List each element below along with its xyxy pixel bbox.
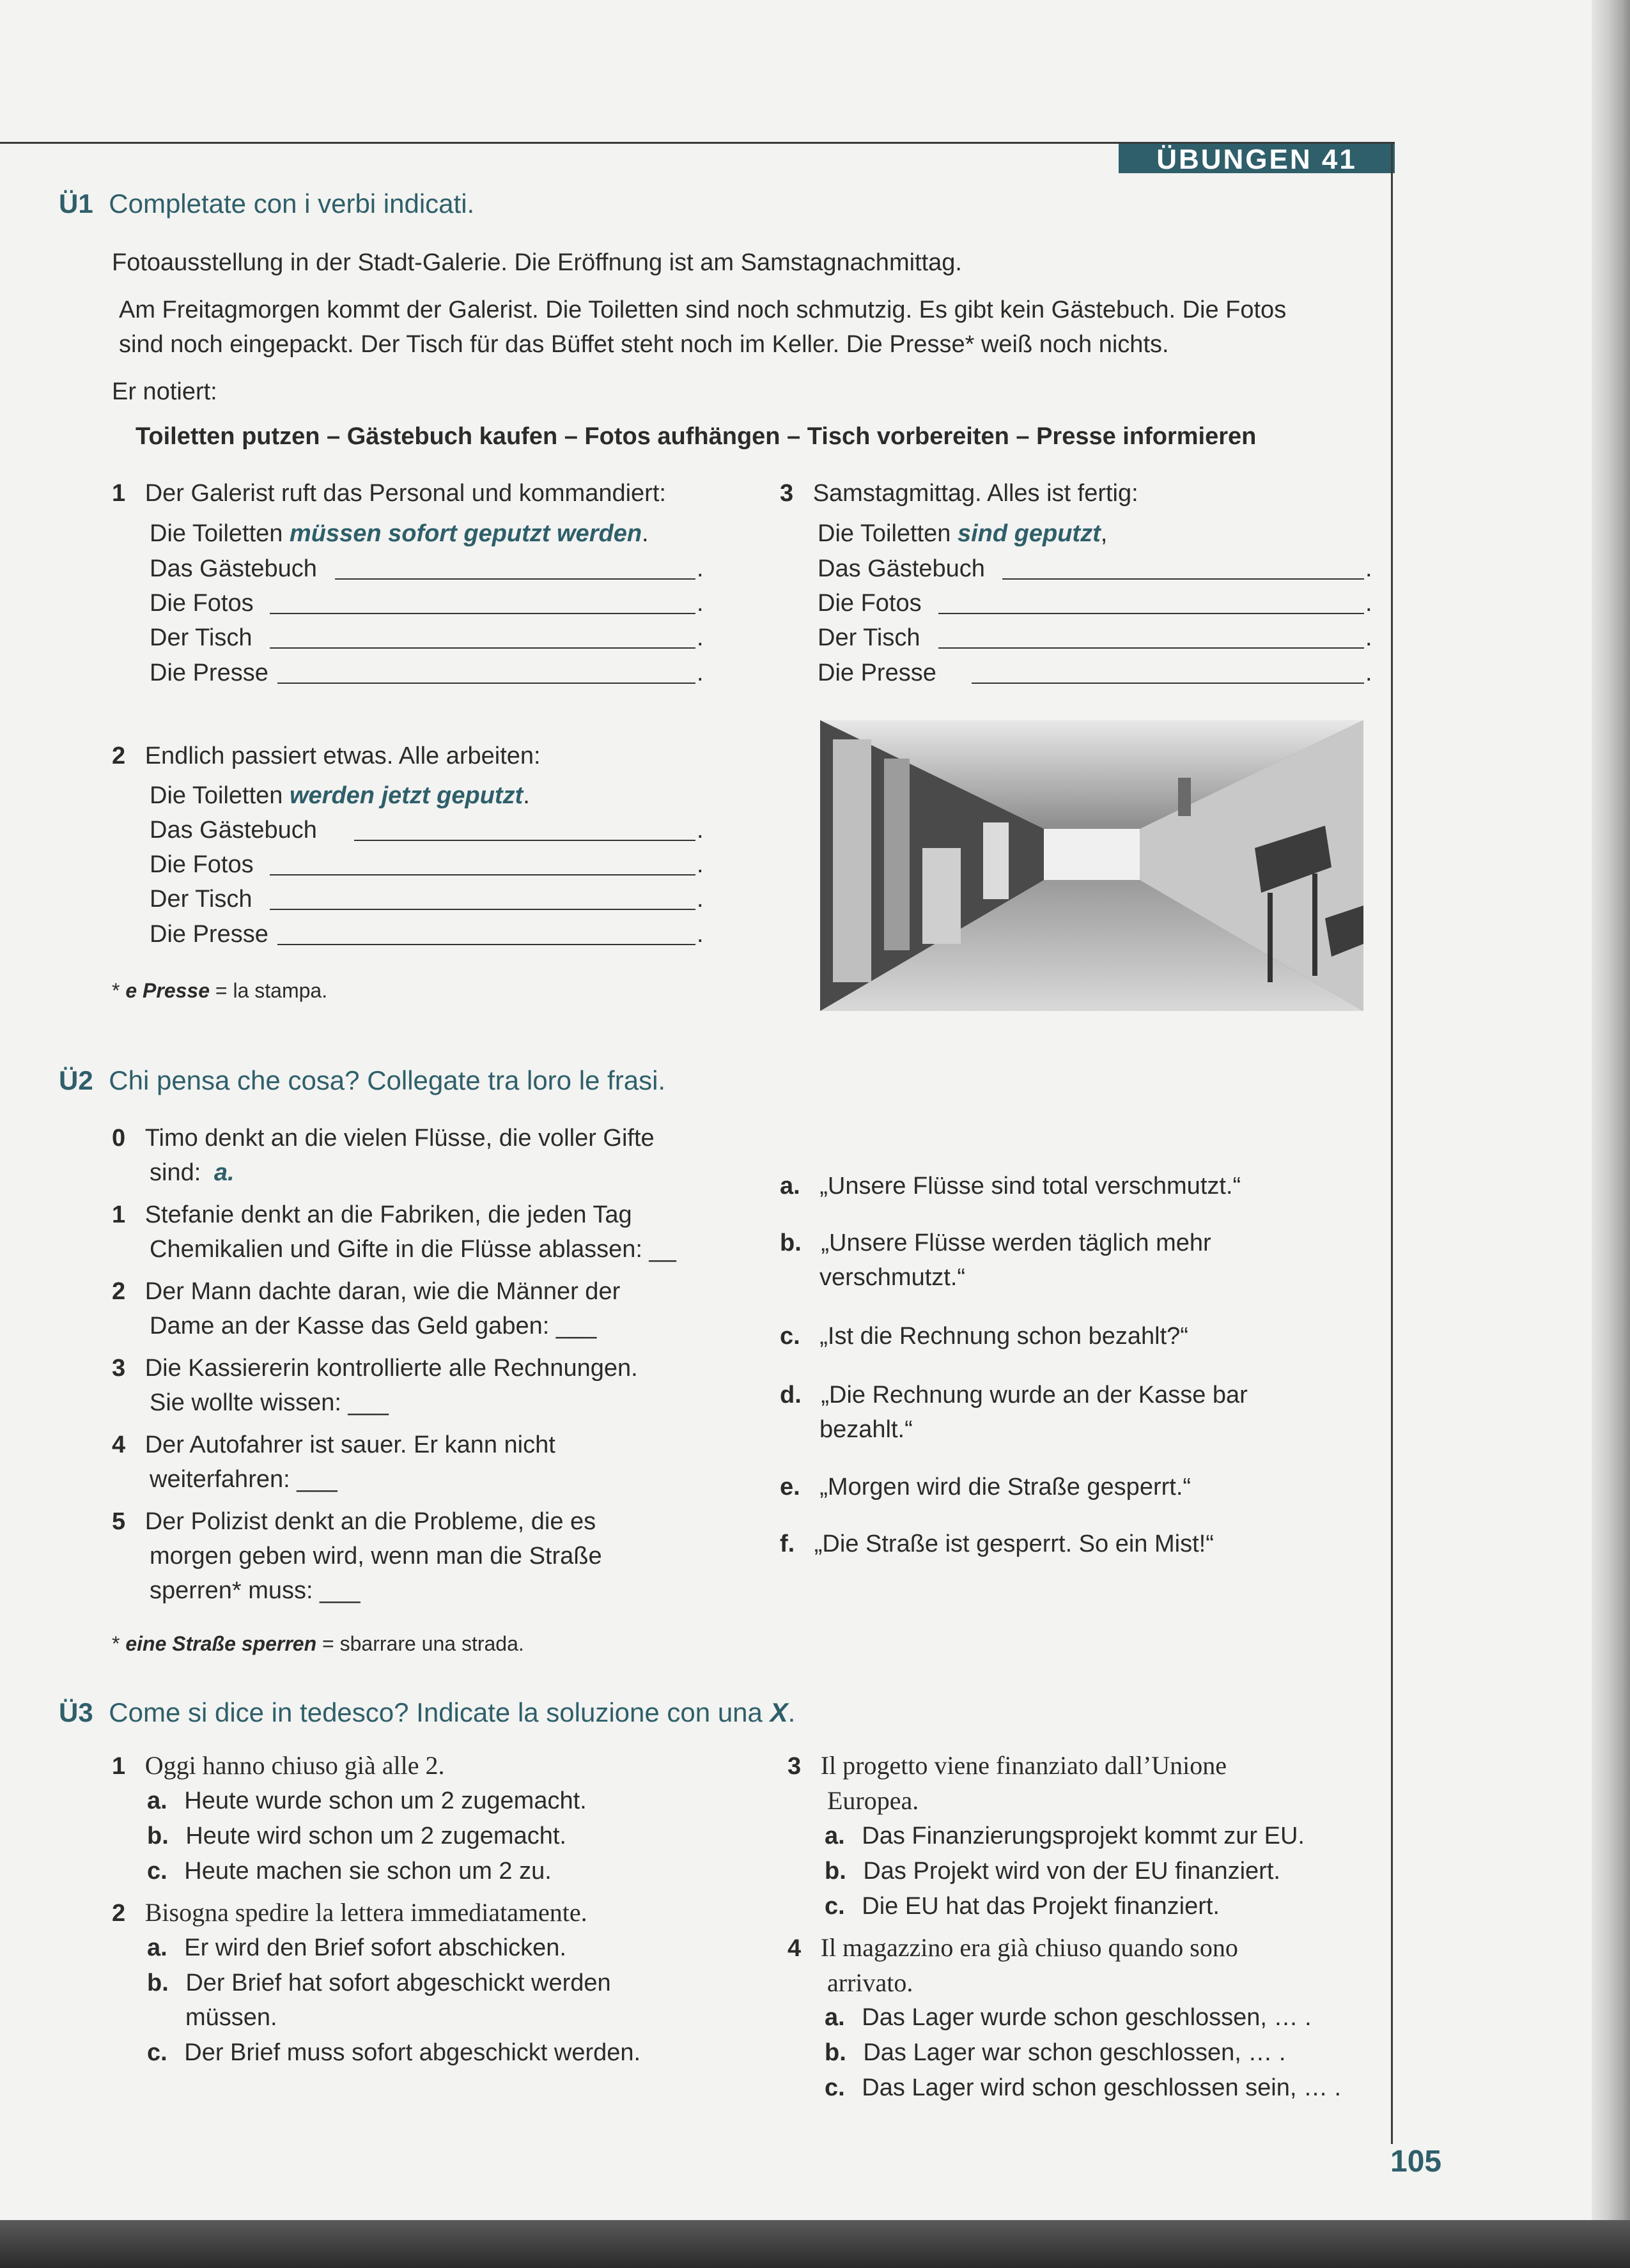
blank-label: Das Gästebuch bbox=[150, 817, 317, 844]
intro-line: Fotoausstellung in der Stadt-Galerie. Die Eröffnung ist am Samstagnachmittag. bbox=[112, 249, 962, 276]
line-punct: . bbox=[1365, 624, 1372, 651]
blank-label: Der Tisch bbox=[150, 624, 252, 651]
footnote-text: = sbarrare una strada. bbox=[316, 1632, 524, 1655]
quote-item bbox=[780, 1228, 1211, 1258]
item-number: 0 bbox=[112, 1125, 126, 1152]
item-number: 4 bbox=[788, 1935, 802, 1962]
option-text: Er wird den Brief sofort abschicken. bbox=[184, 1934, 566, 1961]
fill-blank[interactable] bbox=[270, 909, 695, 910]
option-key: b. bbox=[147, 1970, 169, 1996]
option-key: c. bbox=[147, 2039, 167, 2066]
item-number: 1 bbox=[112, 480, 126, 507]
quote-text: „Unsere Flüsse werden täglich mehr bbox=[821, 1230, 1211, 1256]
statement-item bbox=[112, 1277, 620, 1306]
line-punct: . bbox=[697, 851, 704, 878]
line-punct: , bbox=[1100, 520, 1108, 547]
quote-key: d. bbox=[780, 1382, 802, 1408]
exercise-1-heading bbox=[59, 189, 474, 220]
exercise-title: Chi pensa che cosa? Collegate tra loro le frasi. bbox=[109, 1065, 666, 1095]
option-text: Der Brief muss sofort abgeschickt werden. bbox=[184, 2039, 641, 2066]
fill-blank[interactable] bbox=[972, 683, 1364, 684]
statement-text: Stefanie denkt an die Fabriken, die jeden Tag bbox=[144, 1201, 632, 1228]
option-c[interactable] bbox=[825, 1892, 1220, 1921]
line-punct: . bbox=[1365, 590, 1372, 617]
option-key: b. bbox=[825, 1858, 846, 1885]
option-a[interactable] bbox=[825, 2003, 1312, 2032]
exercise-label: Ü3 bbox=[59, 1697, 93, 1727]
italian-sentence: Il magazzino era già chiuso quando sono bbox=[820, 1933, 1238, 1962]
item-number: 2 bbox=[112, 1278, 126, 1305]
block-heading-text: Endlich passiert etwas. Alle arbeiten: bbox=[144, 743, 541, 769]
item-number: 1 bbox=[112, 1201, 126, 1228]
question-item bbox=[112, 1751, 445, 1781]
blank-label: Die Presse bbox=[150, 921, 268, 948]
block-3-heading bbox=[780, 479, 1138, 508]
option-key: c. bbox=[825, 2074, 845, 2101]
fill-blank[interactable] bbox=[335, 578, 695, 580]
italian-sentence: Oggi hanno chiuso già alle 2. bbox=[144, 1751, 445, 1780]
option-b[interactable] bbox=[147, 1968, 611, 1998]
statement-item bbox=[112, 1430, 555, 1460]
statement-text: sind: bbox=[150, 1159, 201, 1186]
cross-mark-icon: X bbox=[770, 1697, 788, 1727]
quote-item bbox=[780, 1322, 1188, 1351]
blank-label: Die Fotos bbox=[818, 590, 922, 617]
quote-text: „Unsere Flüsse sind total verschmutzt.“ bbox=[819, 1173, 1241, 1200]
italian-sentence: Bisogna spedire la lettera immediatamente. bbox=[144, 1898, 587, 1927]
statement-item bbox=[112, 1200, 632, 1230]
fill-blank[interactable] bbox=[354, 840, 695, 841]
exercise-title: Completate con i verbi indicati. bbox=[109, 189, 475, 219]
option-c[interactable] bbox=[147, 2038, 640, 2067]
intro-line: sind noch eingepackt. Der Tisch für das Büffet steht noch im Keller. Die Presse* weiß noch nichts. bbox=[119, 331, 1169, 358]
example-answer: sind geputzt bbox=[957, 520, 1101, 547]
option-key: a. bbox=[825, 1823, 845, 1849]
item-number: 1 bbox=[112, 1753, 126, 1780]
option-c[interactable] bbox=[147, 1856, 552, 1886]
option-text: Das Lager wurde schon geschlossen, … . bbox=[862, 2004, 1312, 2031]
option-text: Das Finanzierungsprojekt kommt zur EU. bbox=[862, 1823, 1305, 1849]
intro-line: Am Freitagmorgen kommt der Galerist. Die Toiletten sind noch schmutzig. Es gibt kein Gästebuch. Die Fotos bbox=[119, 297, 1287, 323]
line-punct: . bbox=[642, 520, 649, 547]
quote-text: „Die Straße ist gesperrt. So ein Mist!“ bbox=[814, 1531, 1214, 1557]
blank-label: Die Fotos bbox=[150, 851, 254, 878]
exercise-3-heading bbox=[59, 1698, 795, 1729]
footnote bbox=[112, 1629, 524, 1658]
statement-text: morgen geben wird, wenn man die Straße bbox=[150, 1543, 602, 1570]
option-key: c. bbox=[825, 1893, 845, 1920]
option-key: a. bbox=[825, 2004, 845, 2031]
option-text: Heute machen sie schon um 2 zu. bbox=[184, 1858, 552, 1885]
statement-text: sperren* muss: ___ bbox=[150, 1577, 361, 1604]
option-a[interactable] bbox=[825, 1821, 1305, 1851]
fill-blank[interactable] bbox=[938, 647, 1364, 649]
item-number: 2 bbox=[112, 743, 126, 769]
quote-key: c. bbox=[780, 1323, 800, 1350]
question-item bbox=[788, 1933, 1238, 1963]
right-margin-rule bbox=[1391, 144, 1393, 2144]
page-edge bbox=[1592, 0, 1630, 2268]
exercise-title-punct: . bbox=[788, 1697, 796, 1727]
option-a[interactable] bbox=[147, 1786, 587, 1816]
quote-key: b. bbox=[780, 1230, 802, 1256]
option-key: c. bbox=[147, 1858, 167, 1885]
quote-text: bezahlt.“ bbox=[819, 1416, 913, 1443]
footnote-term: eine Straße sperren bbox=[125, 1632, 317, 1655]
keywords-line: Toiletten putzen – Gästebuch kaufen – Fotos aufhängen – Tisch vorbereiten – Presse informieren bbox=[136, 423, 1257, 450]
option-text: Die EU hat das Projekt finanziert. bbox=[862, 1893, 1220, 1920]
answer-line bbox=[818, 519, 1107, 548]
statement-text: Die Kassiererin kontrollierte alle Rechnungen. bbox=[144, 1355, 638, 1382]
question-item bbox=[788, 1751, 1227, 1781]
line-punct: . bbox=[1365, 660, 1372, 686]
option-text: Das Lager war schon geschlossen, … . bbox=[863, 2039, 1286, 2066]
line-punct: . bbox=[523, 782, 530, 809]
line-punct: . bbox=[697, 660, 704, 686]
statement-text: Der Mann dachte daran, wie die Männer der bbox=[144, 1278, 621, 1305]
quote-item bbox=[780, 1529, 1214, 1559]
statement-item bbox=[112, 1507, 596, 1536]
question-item bbox=[112, 1898, 587, 1928]
answer-line bbox=[150, 519, 649, 548]
statement-text: Chemikalien und Gifte in die Flüsse ablassen: __ bbox=[150, 1236, 676, 1263]
block-heading-text: Samstagmittag. Alles ist fertig: bbox=[812, 480, 1138, 507]
quote-item bbox=[780, 1171, 1241, 1201]
statement-continuation bbox=[150, 1158, 235, 1187]
block-heading-text: Der Galerist ruft das Personal und kommandiert: bbox=[144, 480, 666, 507]
fill-blank[interactable] bbox=[277, 683, 695, 684]
statement-text: Der Autofahrer ist sauer. Er kann nicht bbox=[144, 1431, 555, 1458]
blank-label: Die Presse bbox=[150, 660, 268, 686]
section-header-tag: ÜBUNGEN 41 bbox=[1119, 144, 1395, 173]
exercise-label: Ü2 bbox=[59, 1065, 93, 1095]
fill-blank[interactable] bbox=[270, 613, 695, 614]
exercise-title: Come si dice in tedesco? Indicate la soluzione con una bbox=[109, 1697, 770, 1727]
blank-label: Das Gästebuch bbox=[150, 555, 317, 582]
footnote-text: = la stampa. bbox=[210, 979, 328, 1002]
item-number: 5 bbox=[112, 1508, 126, 1535]
option-b[interactable] bbox=[147, 1821, 566, 1851]
blank-label: Der Tisch bbox=[150, 886, 252, 913]
quote-key: f. bbox=[780, 1531, 795, 1557]
item-number: 3 bbox=[112, 1355, 126, 1382]
quote-text: „Ist die Rechnung schon bezahlt?“ bbox=[819, 1323, 1188, 1350]
footnote-star: * bbox=[112, 1632, 126, 1655]
block-1-heading bbox=[112, 479, 666, 508]
item-number: 4 bbox=[112, 1431, 126, 1458]
item-number: 3 bbox=[780, 480, 794, 507]
line-text: Die Toiletten bbox=[150, 782, 290, 809]
footnote bbox=[112, 976, 327, 1005]
fill-blank[interactable] bbox=[270, 874, 695, 876]
italian-sentence: Il progetto viene finanziato dall’Unione bbox=[820, 1751, 1227, 1780]
option-text: Heute wird schon um 2 zugemacht. bbox=[185, 1823, 566, 1849]
statement-text: Sie wollte wissen: ___ bbox=[150, 1389, 389, 1416]
italian-sentence: Europea. bbox=[827, 1786, 919, 1815]
line-punct: . bbox=[697, 624, 704, 651]
block-2-heading bbox=[112, 741, 541, 771]
quote-text: „Die Rechnung wurde an der Kasse bar bbox=[821, 1382, 1248, 1408]
blank-label: Die Fotos bbox=[150, 590, 254, 617]
option-text: Das Lager wird schon geschlossen sein, … . bbox=[862, 2074, 1342, 2101]
statement-text: Der Polizist denkt an die Probleme, die es bbox=[144, 1508, 596, 1535]
footnote-star: * bbox=[112, 979, 126, 1002]
example-answer: werden jetzt geputzt bbox=[289, 782, 524, 809]
line-punct: . bbox=[697, 886, 704, 913]
line-text: Die Toiletten bbox=[150, 520, 290, 547]
option-key: a. bbox=[147, 1787, 167, 1814]
line-punct: . bbox=[697, 817, 704, 844]
fill-blank[interactable] bbox=[1002, 578, 1364, 580]
item-number: 3 bbox=[788, 1753, 802, 1780]
italian-sentence: arrivato. bbox=[827, 1968, 913, 1997]
gallery-corridor-photo bbox=[820, 720, 1363, 1011]
statement-text: Timo denkt an die vielen Flüsse, die voller Gifte bbox=[144, 1125, 655, 1152]
footnote-term: e Presse bbox=[125, 979, 210, 1002]
quote-key: a. bbox=[780, 1173, 800, 1200]
quote-text: verschmutzt.“ bbox=[819, 1264, 966, 1291]
quote-item bbox=[780, 1380, 1248, 1410]
blank-label: Der Tisch bbox=[818, 624, 920, 651]
statement-text: Dame an der Kasse das Geld gaben: ___ bbox=[150, 1313, 597, 1339]
option-a[interactable] bbox=[147, 1933, 566, 1963]
page-number: 105 bbox=[1390, 2145, 1442, 2179]
line-punct: . bbox=[697, 555, 704, 582]
option-key: b. bbox=[147, 1823, 169, 1849]
intro-line: Er notiert: bbox=[112, 378, 217, 405]
blank-label: Das Gästebuch bbox=[818, 555, 985, 582]
fill-blank[interactable] bbox=[270, 647, 695, 649]
line-text: Die Toiletten bbox=[818, 520, 958, 547]
quote-key: e. bbox=[780, 1474, 800, 1500]
quote-item bbox=[780, 1472, 1191, 1502]
option-b[interactable] bbox=[825, 1856, 1280, 1886]
statement-item bbox=[112, 1123, 655, 1153]
option-text: Der Brief hat sofort abgeschickt werden bbox=[185, 1970, 611, 1996]
fill-blank[interactable] bbox=[277, 944, 695, 945]
example-answer: a. bbox=[213, 1159, 235, 1186]
exercise-label: Ü1 bbox=[59, 189, 93, 219]
example-answer: müssen sofort geputzt werden bbox=[289, 520, 642, 547]
answer-line bbox=[150, 781, 530, 810]
option-b[interactable] bbox=[825, 2038, 1285, 2067]
statement-text: weiterfahren: ___ bbox=[150, 1466, 338, 1493]
statement-item bbox=[112, 1354, 638, 1383]
line-punct: . bbox=[697, 921, 704, 948]
exercise-2-heading bbox=[59, 1066, 665, 1097]
line-punct: . bbox=[697, 590, 704, 617]
option-text: Das Projekt wird von der EU finanziert. bbox=[863, 1858, 1280, 1885]
line-punct: . bbox=[1365, 555, 1372, 582]
scan-bottom-band bbox=[0, 2220, 1630, 2268]
item-number: 2 bbox=[112, 1900, 126, 1927]
option-text: müssen. bbox=[185, 2004, 277, 2031]
blank-label: Die Presse bbox=[818, 660, 936, 686]
option-text: Heute wurde schon um 2 zugemacht. bbox=[184, 1787, 587, 1814]
option-key: b. bbox=[825, 2039, 846, 2066]
option-key: a. bbox=[147, 1934, 167, 1961]
option-c[interactable] bbox=[825, 2073, 1341, 2102]
quote-text: „Morgen wird die Straße gesperrt.“ bbox=[819, 1474, 1191, 1500]
fill-blank[interactable] bbox=[938, 613, 1364, 614]
